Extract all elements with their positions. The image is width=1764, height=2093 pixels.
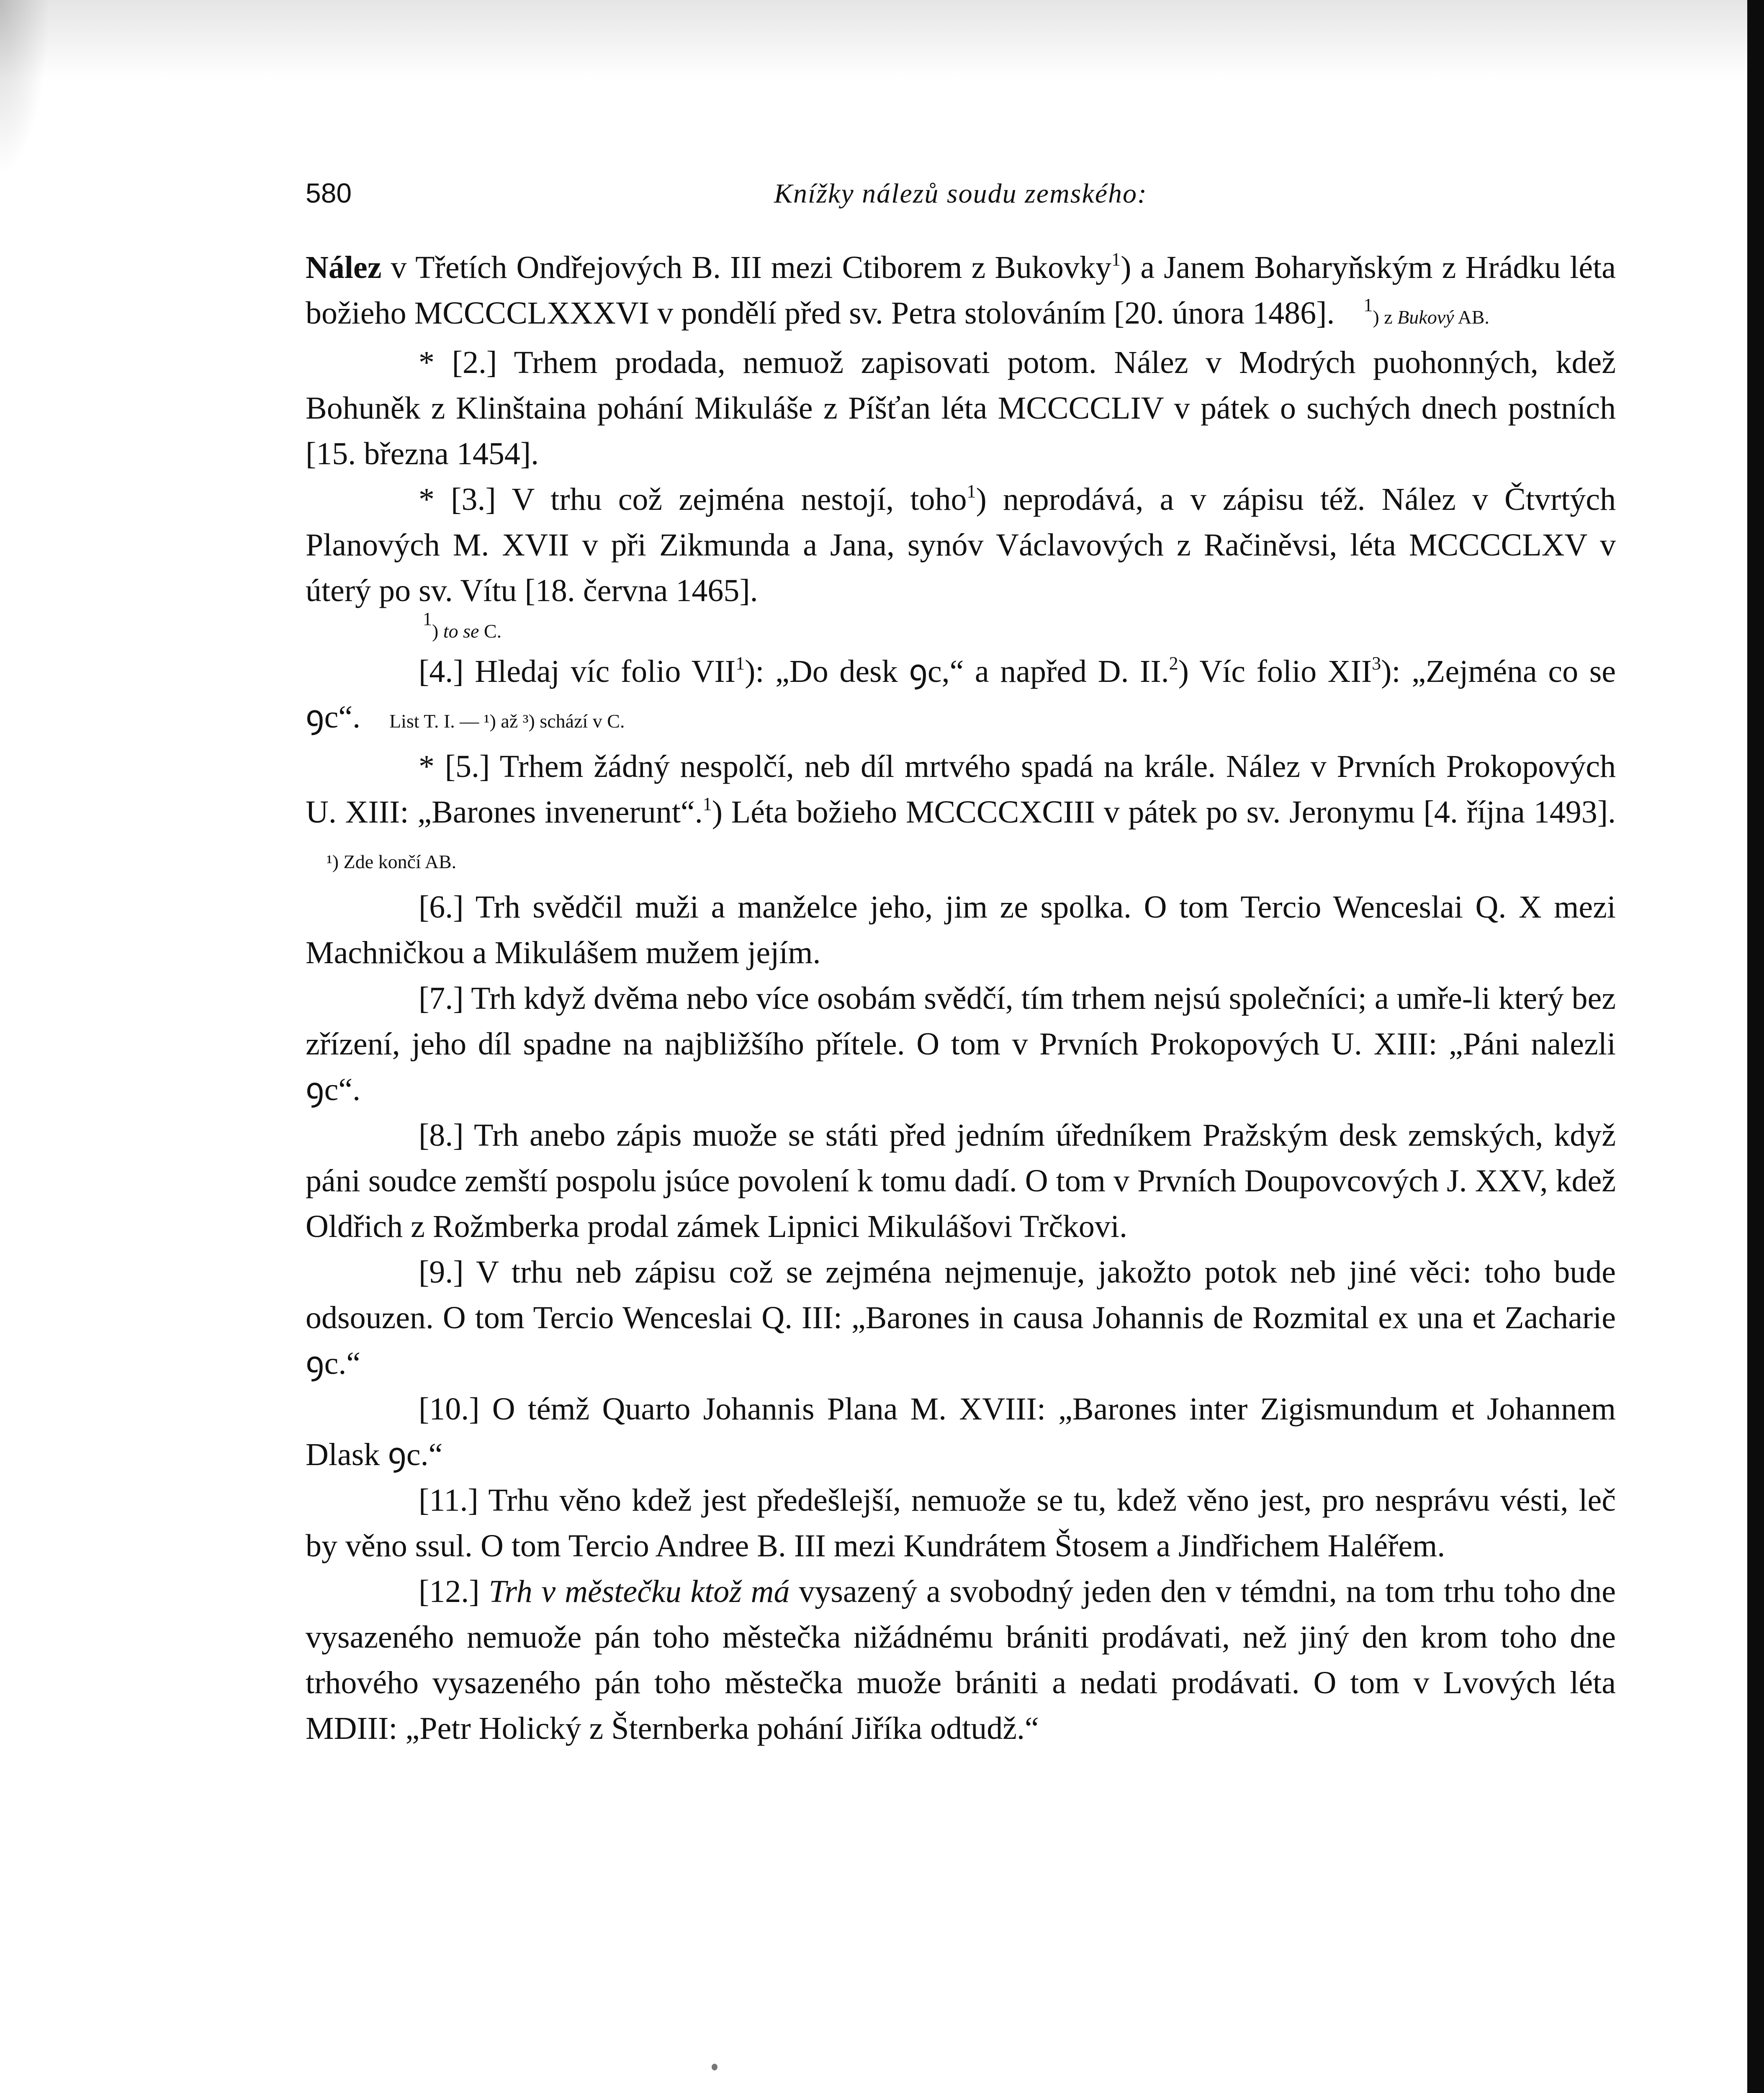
entry-2: * [2.] Trhem prodada, nemuož zapisovati potom. Nález v Modrých puohonných, kdež Bohuněk z Klinštaina pohání Mikuláše z Píšťan léta MCCCCLIV v pátek o suchých dnech postních [15. března 1454].: [306, 345, 1616, 471]
footnote-mark: 1: [1363, 295, 1373, 315]
entry-5: * [5.] Trhem žádný nespolčí, neb díl mrtvého spadá na krále. Nález v Prvních Prokopových U. XIII: „Barones invenerunt“.$^1$) Léta božieho MCCCCXCIII v pátek po sv. Jeronymu [4. října 1493]. ¹) Zde končí AB.: [306, 749, 1616, 872]
entry-1: [306, 245, 1616, 340]
entry-7: [7.] Trh když dvěma nebo více osobám svědčí, tím trhem nejsú společníci; a umře-li který bez zřízení, jeho díl spadne na najbližšího přítele. O tom v Prvních Prokopových U. XIII: „Páni nalezli ꝯc“.: [306, 981, 1616, 1107]
entry-8: [8.] Trh anebo zápis muože se státi před jedním úředníkem Pražským desk zemských, když páni soudce zemští pospolu jsúce povolení k tomu dadí. O tom v Prvních Doupovcových J. XXV, kdež Oldřich z Rožmberka prodal zámek Lipnici Mikulášovi Trčkovi.: [306, 1118, 1616, 1244]
footnote-1: $^1$) z Bukový AB.: [1363, 295, 1489, 328]
entry-1-text-a: v Třetích Ondřejových B. III mezi Ctiborem z Bukovky: [391, 250, 1112, 285]
entry-12: [12.] Trh v městečku ktož má vysazený a svobodný jeden den v témdni, na tom trhu toho dne vysazeného nemuože pán toho městečka nižádnému brániti prodávati, než jiný den krom toho dne trhového vysazeného pán toho městečka muože brániti a nedati prodávati. O tom v Lvových léta MDIII: „Petr Holický z Šternberka pohání Jiříka odtudž.“: [306, 1574, 1616, 1746]
entry-9: [9.] V trhu neb zápisu což se zejména nejmenuje, jakožto potok neb jiné věci: toho bude odsouzen. O tom Tercio Wenceslai Q. III: „Barones in causa Johannis de Rozmital ex una et Zacharie ꝯc.“: [306, 1255, 1616, 1381]
footnote-ref: 1: [967, 481, 976, 501]
entry-12-italic-lead: Trh v městečku ktož má: [489, 1574, 790, 1609]
page-edge: [1747, 0, 1764, 2093]
page-header: [306, 170, 1616, 220]
scan-shadow: [0, 0, 1747, 80]
footnote-5: ¹) Zde končí AB.: [327, 851, 457, 872]
entry-3: * [3.] V trhu což zejména nestojí, toho$^1$) neprodává, a v zápisu též. Nález v Čtvrtých Planových M. XVII v při Zikmunda a Jana, synóv Václavových z Račiněvsi, léta MCCCCLXV v úterý po sv. Vítu [18. června 1465].: [306, 481, 1616, 608]
entry-6: [6.] Trh svědčil muži a manželce jeho, jim ze spolka. O tom Tercio Wenceslai Q. X mezi Machničkou a Mikulášem mužem jejím.: [306, 890, 1616, 970]
footnote-3: $^1$) to se C.: [423, 609, 502, 642]
footnote-ref: 1: [1111, 249, 1121, 270]
scan-corner-shadow: [0, 0, 50, 176]
entry-10: [10.] O témž Quarto Johannis Plana M. XVIII: „Barones inter Zigismundum et Johannem Dlask ꝯc.“: [306, 1391, 1616, 1472]
page-body: [306, 245, 1616, 1751]
entry-1-text-b: ) a Janem Boharyňským z Hrádku léta božieho MCCCCLXXXVI v pondělí před sv. Petra stolováním [20. února 1486].: [306, 250, 1616, 331]
page-number: 580: [306, 177, 352, 208]
footnote-4: List T. I. — ¹) až ³) schází v C.: [389, 710, 625, 732]
entry-11: [11.] Trhu věno kdež jest předešlejší, nemuože se tu, kdež věno jest, pro nesprávu vésti, leč by věno ssul. O tom Tercio Andree B. III mezi Kundrátem Štosem a Jindřichem Haléřem.: [306, 1483, 1616, 1563]
entry-1-lead: Nález: [306, 250, 382, 285]
scan-speck: [712, 2064, 717, 2070]
running-title: Knížky nálezů soudu zemského:: [774, 178, 1148, 209]
book-page: [306, 170, 1616, 1751]
entry-4: [4.] Hledaj víc folio VII$^1$): „Do desk ꝯc,“ a napřed D. II.$^2$) Víc folio XII$^3$): „Zejména co se ꝯc“. List T. I. — ¹) až ³) schází v C.: [306, 653, 1616, 735]
